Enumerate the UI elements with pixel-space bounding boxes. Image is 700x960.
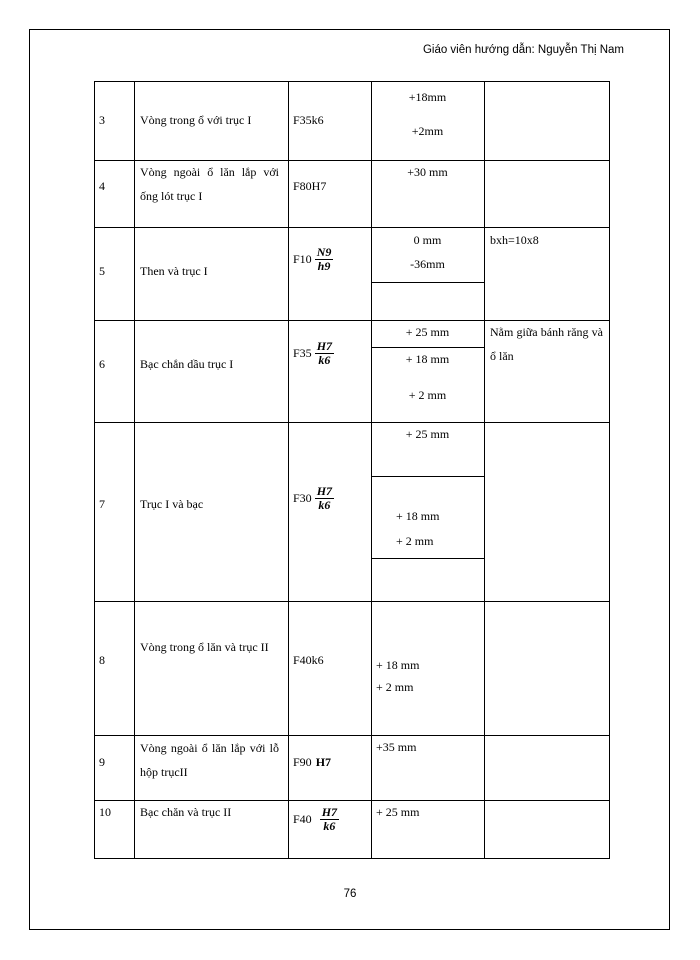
row-divider: [94, 800, 610, 801]
column-divider: [371, 81, 372, 859]
lower-deviation: + 2 mm: [408, 388, 447, 402]
part-name: Trục I và bạc: [140, 497, 204, 511]
note: bxh=10x8: [490, 233, 539, 247]
part-name: Vòng ngoài ổ lăn lắp với lỗ hộp trụcII: [140, 741, 279, 779]
row-divider: [94, 81, 610, 82]
part-name: Vòng ngoài ổ lăn lắp với ống lót trục I: [140, 165, 279, 203]
part-name: Bạc chăn và trục II: [140, 805, 232, 819]
row-number: 4: [99, 179, 105, 193]
upper-deviation: + 25 mm: [376, 805, 420, 819]
row-number: 7: [99, 497, 105, 511]
mid-deviation: + 18 mm: [405, 352, 450, 366]
upper-deviation: + 18 mm: [376, 658, 420, 672]
row-number: 9: [99, 755, 105, 769]
part-name: Vòng trong ổ lăn và trục II: [140, 640, 269, 654]
sub-divider: [371, 558, 484, 559]
note: Nằm giữa bánh răng và ổ lăn: [490, 325, 603, 363]
fit-code: F80H7: [293, 179, 327, 193]
table-border-left: [94, 81, 95, 859]
sub-divider: [371, 282, 484, 283]
fit-code: F90 H7: [293, 754, 332, 769]
row-number: 10: [99, 805, 111, 819]
column-divider: [134, 81, 135, 859]
lower-deviation: -36mm: [410, 257, 445, 271]
fit-fraction: F35 $\frac{H7}{k6}$: [293, 339, 333, 367]
fit-fraction: F30 $\frac{H7}{k6}$: [293, 484, 333, 512]
lower-deviation: +2mm: [411, 124, 444, 138]
fit-fraction: F10 $\frac{N9}{h9}$: [293, 245, 332, 273]
sub-divider: [371, 347, 484, 348]
part-name: Vòng trong ổ với trục I: [140, 113, 252, 127]
row-divider: [94, 422, 610, 423]
table-border-bottom: [94, 858, 610, 859]
upper-deviation: +18mm: [408, 90, 447, 104]
sub-divider: [371, 476, 484, 477]
lower-deviation: + 2 mm: [396, 534, 434, 548]
row-number: 6: [99, 357, 105, 371]
row-number: 3: [99, 113, 105, 127]
row-divider: [94, 601, 610, 602]
fit-code: F35k6: [293, 113, 324, 127]
row-number: 5: [99, 264, 105, 278]
upper-deviation: +35 mm: [376, 740, 417, 754]
column-divider: [288, 81, 289, 859]
page-number: 76: [343, 888, 357, 900]
table-border-right: [609, 81, 610, 859]
fit-fraction: F40 $\frac{H7}{k6}$: [293, 805, 338, 833]
lower-deviation: + 2 mm: [376, 680, 414, 694]
mid-deviation: + 18 mm: [396, 509, 440, 523]
fit-table: [94, 81, 610, 859]
part-name: Bạc chắn dầu trục I: [140, 357, 234, 371]
part-name: Then và trục I: [140, 264, 208, 278]
page-header: Giáo viên hướng dẫn: Nguyễn Thị Nam: [422, 44, 624, 56]
upper-deviation: 0 mm: [413, 233, 442, 247]
upper-deviation: +30 mm: [407, 165, 448, 179]
upper-deviation: + 25 mm: [405, 427, 450, 441]
fit-code: F40k6: [293, 653, 324, 667]
row-number: 8: [99, 653, 105, 667]
row-divider: [94, 227, 610, 228]
upper-deviation: + 25 mm: [405, 325, 450, 339]
column-divider: [484, 81, 485, 859]
